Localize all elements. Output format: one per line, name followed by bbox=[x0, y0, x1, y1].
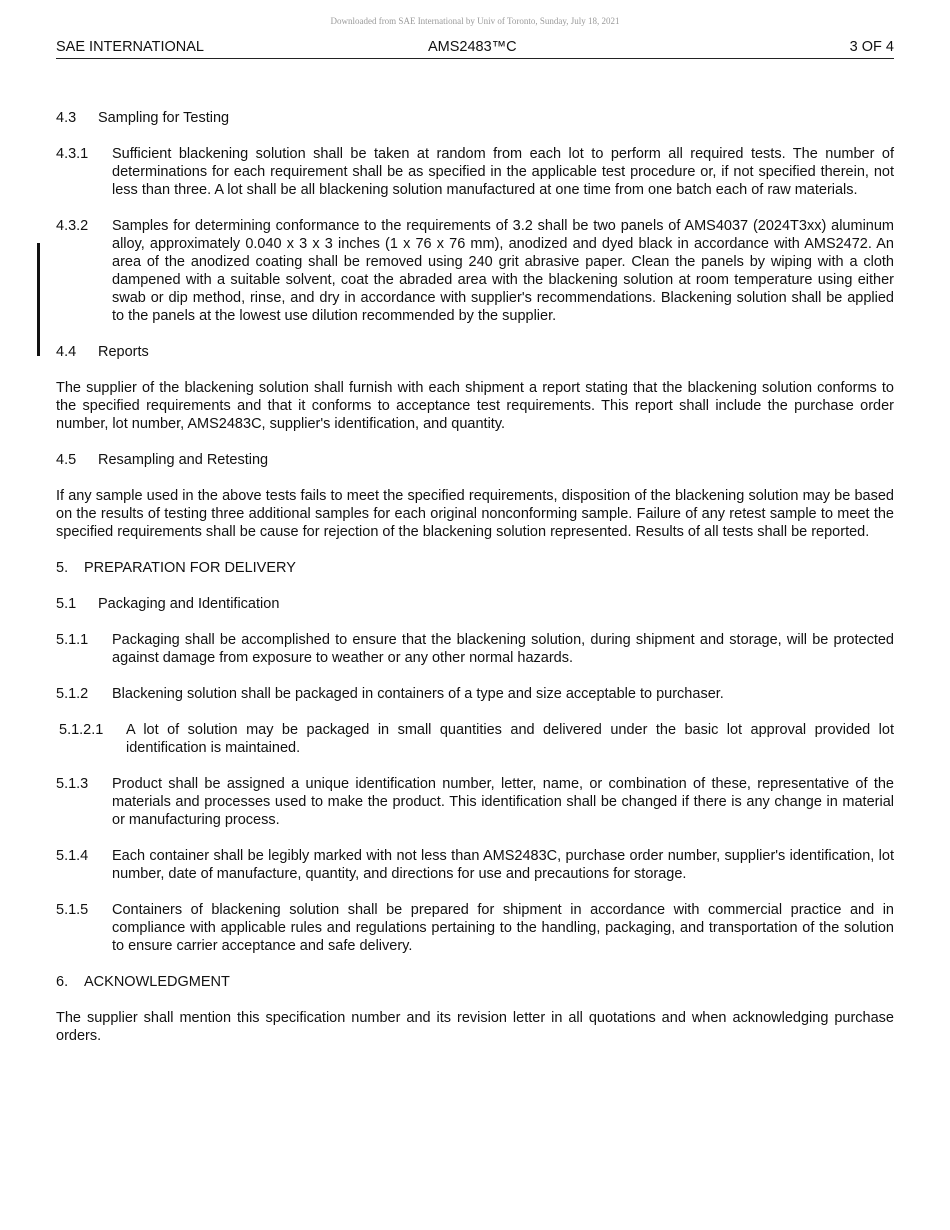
section-5-1-heading bbox=[56, 595, 894, 613]
section-number: 6. bbox=[56, 974, 69, 990]
section-title: Reports bbox=[98, 344, 149, 360]
section-title: ACKNOWLEDGMENT bbox=[84, 974, 230, 990]
section-4-3-1 bbox=[56, 145, 894, 199]
section-title: PREPARATION FOR DELIVERY bbox=[84, 560, 296, 576]
section-number: 5.1.2.1 bbox=[59, 722, 104, 738]
section-5-1-3 bbox=[56, 775, 894, 829]
section-number: 4.3 bbox=[56, 110, 77, 126]
section-text: Samples for determining conformance to the requirements of 3.2 shall be two panels of AMS4037 (2024T3xx) aluminum alloy, approximately 0.040 x 3 x 3 inches (1 x 76 x 76 mm), anodized and dyed black in accordance with AMS2472. An area of the anodized coating shall be removed using 240 grit abrasive paper. Clean the panels by wiping with a cloth dampened with a suitable solvent, coat the abraded area with the blackening solution at room temperature using either swab or dip method, rinse, and dry in accordance with supplier's recommendations. Blackening solution shall be applied to the panels at the lowest use dilution recommended by the supplier. bbox=[112, 218, 894, 324]
section-5-1-2 bbox=[56, 685, 894, 703]
section-number: 5.1 bbox=[56, 596, 77, 612]
section-6-text: The supplier shall mention this specification number and its revision letter in all quotations and when acknowledging purchase orders. bbox=[56, 1010, 894, 1044]
section-text: Each container shall be legibly marked with not less than AMS2483C, purchase order number, supplier's identification, lot number, date of manufacture, quantity, and directions for use and precautions for storage. bbox=[112, 848, 894, 882]
section-text: Sufficient blackening solution shall be taken at random from each lot to perform all required tests. The number of determinations for each requirement shall be as specified in the applicable test procedure or, if not specified therein, not less than three. A lot shall be all blackening solution manufactured at one time from one batch each of raw materials. bbox=[112, 146, 894, 198]
document-body bbox=[56, 109, 894, 1063]
section-4-3-heading bbox=[56, 109, 894, 127]
section-number: 5.1.5 bbox=[56, 902, 89, 918]
section-number: 5.1.4 bbox=[56, 848, 89, 864]
section-6-heading bbox=[56, 973, 894, 991]
section-5-1-5 bbox=[56, 901, 894, 955]
header-document-number: AMS2483™C bbox=[428, 39, 517, 55]
section-4-4-text: The supplier of the blackening solution shall furnish with each shipment a report stating that the blackening solution conforms to the specified requirements and that it conforms to acceptance test requirements. This report shall include the purchase order number, lot number, AMS2483C, supplier's identification, and quantity. bbox=[56, 380, 894, 432]
section-number: 5.1.1 bbox=[56, 632, 89, 648]
section-number: 5. bbox=[56, 560, 69, 576]
section-5-1-4 bbox=[56, 847, 894, 883]
section-number: 5.1.3 bbox=[56, 776, 89, 792]
section-5-heading bbox=[56, 559, 894, 577]
section-number: 4.3.2 bbox=[56, 218, 89, 234]
download-watermark: Downloaded from SAE International by Univ of Toronto, Sunday, July 18, 2021 bbox=[330, 16, 620, 26]
section-4-3-2 bbox=[56, 217, 894, 325]
section-number: 4.5 bbox=[56, 452, 77, 468]
revision-change-bar bbox=[37, 243, 40, 356]
section-number: 4.3.1 bbox=[56, 146, 89, 162]
section-4-5-heading bbox=[56, 451, 894, 469]
section-5-1-2-1 bbox=[56, 721, 894, 757]
section-text: Blackening solution shall be packaged in containers of a type and size acceptable to purchaser. bbox=[112, 686, 724, 702]
section-number: 4.4 bbox=[56, 344, 77, 360]
section-text: Packaging shall be accomplished to ensure that the blackening solution, during shipment and storage, will be protected against damage from exposure to weather or any other normal hazards. bbox=[112, 632, 894, 666]
section-5-1-1 bbox=[56, 631, 894, 667]
section-text: Product shall be assigned a unique identification number, letter, name, or combination of these, representative of the materials and processes used to make the product. This identification shall be changed if there is any change in material or manufacturing process. bbox=[112, 776, 894, 828]
section-title: Resampling and Retesting bbox=[98, 452, 269, 468]
section-text: Containers of blackening solution shall be prepared for shipment in accordance with commercial practice and in compliance with applicable rules and regulations pertaining to the handling, packaging, and transportation of the solution to ensure carrier acceptance and safe delivery. bbox=[112, 902, 894, 954]
section-text: A lot of solution may be packaged in small quantities and delivered under the basic lot approval provided lot identification is maintained. bbox=[126, 722, 894, 756]
section-title: Packaging and Identification bbox=[98, 596, 280, 612]
header-organization: SAE INTERNATIONAL bbox=[56, 39, 204, 55]
section-4-4-heading bbox=[56, 343, 894, 361]
header-page-number: 3 OF 4 bbox=[849, 39, 894, 55]
section-title: Sampling for Testing bbox=[98, 110, 230, 126]
section-4-5-text: If any sample used in the above tests fails to meet the specified requirements, disposition of the blackening solution may be based on the results of testing three additional samples for each original nonconforming sample. Failure of any retest sample to meet the specified requirements shall be cause for rejection of the blackening solution represented. Results of all tests shall be reported. bbox=[56, 488, 894, 540]
page-header bbox=[56, 39, 894, 59]
section-number: 5.1.2 bbox=[56, 686, 89, 702]
